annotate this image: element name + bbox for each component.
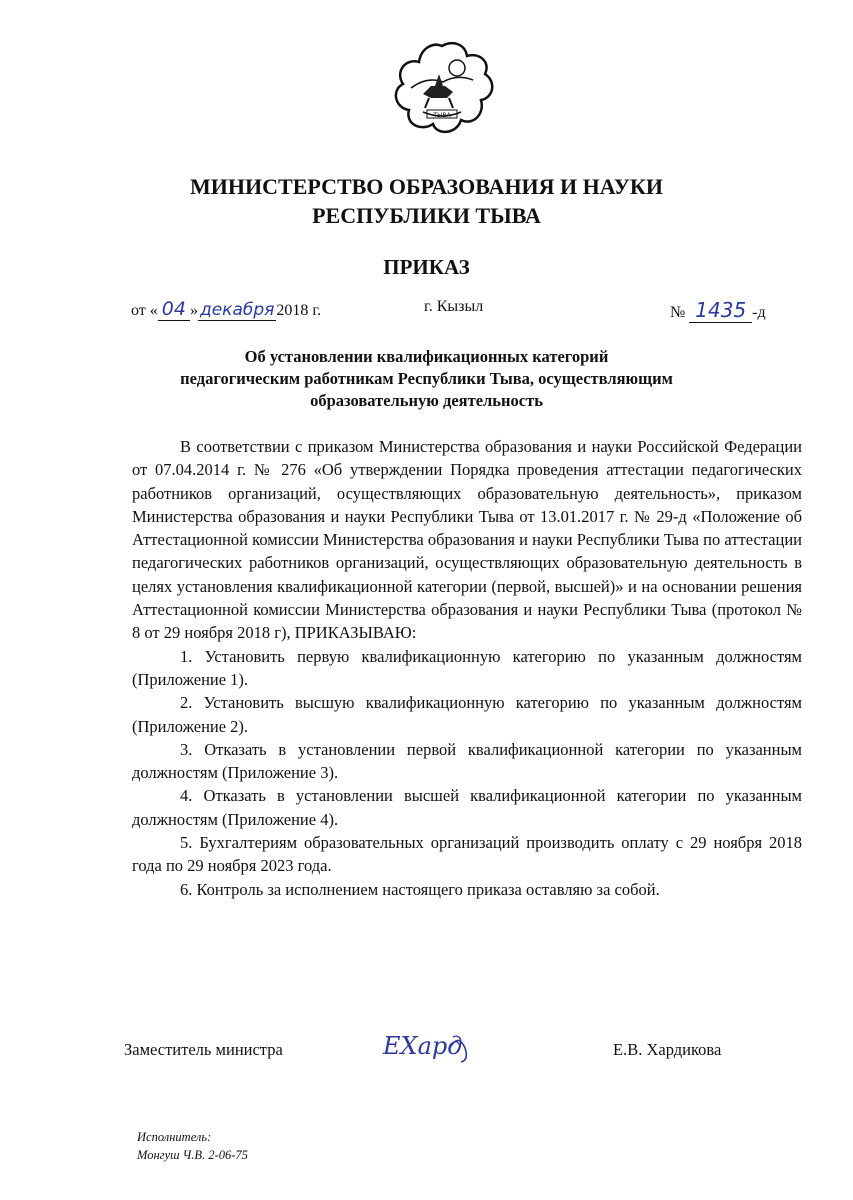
number-prefix: № <box>670 304 686 321</box>
tuva-coat-of-arms-icon <box>387 38 497 140</box>
subject-line: Об установлении квалификационных категорий <box>244 347 609 366</box>
order-date <box>131 298 321 320</box>
subject-line: педагогическим работникам Республики Тыва, осуществляющим <box>180 369 673 388</box>
date-day: 04 <box>158 298 190 321</box>
order-number <box>670 298 766 322</box>
executor-block <box>137 1128 248 1164</box>
order-subject <box>0 346 853 412</box>
executor-label: Исполнитель: <box>137 1130 212 1144</box>
order-body <box>132 435 802 901</box>
date-prefix: от « <box>131 302 158 319</box>
date-mid: » <box>189 302 198 319</box>
executor-details: Монгуш Ч.В. 2-06-75 <box>137 1148 248 1162</box>
order-item: 4. Отказать в установлении высшей квалификационной категории по указанным должностям (Приложение 4). <box>132 786 802 829</box>
preamble-paragraph: В соответствии с приказом Министерства образования и науки Российской Федерации от 07.04.2014 г. № 276 «Об утверждении Порядка проведения аттестации педагогических работников организаций, осуществляющих образовательную деятельность», приказом Министерства образования и науки Республики Тыва от 13.01.2017 г. № 29-д «Положение об Аттестационной комиссии Министерства образования и науки Республики Тыва по аттестации педагогических работников организаций, осуществляющих образовательную деятельность в целях установления квалификационной категории (первой, высшей)» и на основании решения Аттестационной комиссии Министерства образования и науки Республики Тыва (протокол № 8 от 29 ноября 2018 г), ПРИКАЗЫВАЮ: <box>132 437 802 643</box>
emblem-text: ТЫВА <box>433 112 451 119</box>
handwritten-signature <box>381 1026 481 1064</box>
signatory-position: Заместитель министра <box>124 1040 283 1059</box>
signatory-name: Е.В. Хардикова <box>613 1040 722 1059</box>
date-year: 2018 г. <box>276 302 322 319</box>
subject-line: образовательную деятельность <box>310 391 543 410</box>
order-city: г. Кызыл <box>424 298 484 315</box>
number-value: 1435 <box>689 298 752 323</box>
number-suffix: -д <box>752 304 766 321</box>
order-item: 3. Отказать в установлении первой квалификационной категории по указанным должностям (Приложение 3). <box>132 739 802 783</box>
order-item: 1. Установить первую квалификационную категорию по указанным должностям (Приложение 1). <box>132 646 802 689</box>
order-item: 6. Контроль за исполнением настоящего приказа оставляю за собой. <box>180 879 660 899</box>
order-item: 5. Бухгалтериям образовательных организаций производить оплату с 29 ноября 2018 года по 29 ноября 2023 года. <box>132 833 802 876</box>
order-item: 2. Установить высшую квалификационную категорию по указанным должностям (Приложение 2). <box>132 693 802 736</box>
signature-text: ЕХард <box>383 1032 463 1060</box>
date-month: декабря <box>199 300 275 320</box>
order-title: ПРИКАЗ <box>383 255 470 279</box>
ministry-name-line1: МИНИСТЕРСТВО ОБРАЗОВАНИЯ И НАУКИ <box>190 174 663 199</box>
ministry-name-line2: РЕСПУБЛИКИ ТЫВА <box>312 203 541 228</box>
